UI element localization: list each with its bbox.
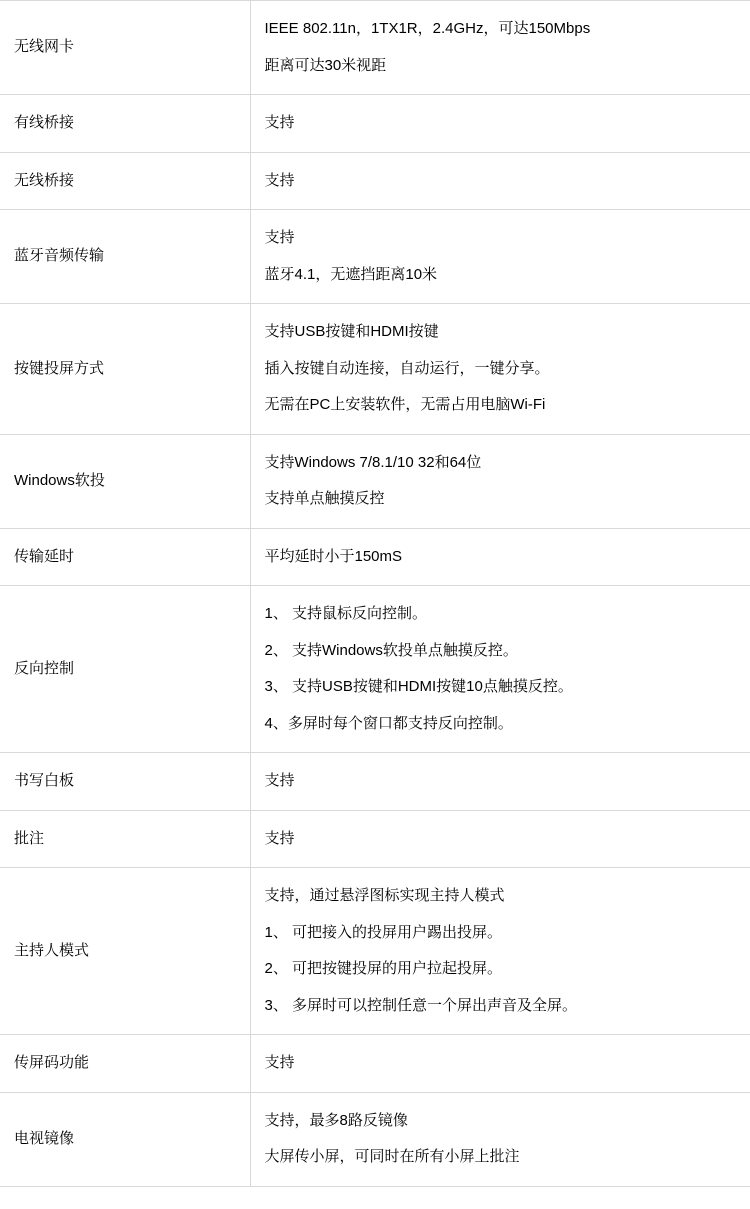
row-label: 蓝牙音频传输 (14, 247, 105, 265)
row-label-cell (0, 868, 250, 1035)
row-value-cell (250, 95, 750, 153)
row-label-cell (0, 753, 250, 811)
table-row (0, 304, 750, 435)
table-row (0, 95, 750, 153)
table-row (0, 810, 750, 868)
row-label: 有线桥接 (14, 114, 75, 131)
row-value-line: 支持 (264, 171, 295, 189)
row-value-line: 支持 (264, 829, 295, 847)
table-row (0, 528, 750, 586)
row-label-cell (0, 586, 250, 753)
row-value-line: 支持 (264, 1054, 295, 1071)
row-value-line: 3、 多屏时可以控制任意一个屏出声音及全屏。 (264, 996, 578, 1014)
row-label-cell (0, 304, 250, 435)
table-row (0, 868, 750, 1035)
row-value-line: 支持，最多8路反镜像 (264, 1111, 408, 1129)
table-row (0, 1, 750, 95)
table-row (0, 434, 750, 528)
row-value-cell (250, 434, 750, 528)
table-row (0, 1092, 750, 1186)
table-row (0, 152, 750, 210)
row-label: 主持人模式 (14, 941, 90, 959)
row-value-line: IEEE 802.11n，1TX1R，2.4GHz，可达150Mbps (264, 20, 591, 37)
row-label-cell (0, 152, 250, 210)
row-label: 无线网卡 (14, 38, 75, 56)
row-label: 批注 (14, 829, 45, 847)
row-value-cell (250, 528, 750, 586)
row-label-cell (0, 210, 250, 304)
row-label-cell (0, 810, 250, 868)
row-label-cell (0, 1035, 250, 1093)
row-value-line: 2、 支持Windows软投单点触摸反控。 (264, 641, 518, 659)
row-label: 按键投屏方式 (14, 359, 105, 377)
row-value-line: 支持USB按键和HDMI按键 (264, 323, 439, 340)
row-label: 书写白板 (14, 772, 75, 789)
row-label: 传屏码功能 (14, 1054, 90, 1071)
row-label: Windows软投 (14, 471, 105, 489)
row-value-line: 1、 可把接入的投屏用户踢出投屏。 (264, 923, 503, 941)
row-label: 传输延时 (14, 547, 75, 565)
row-value-line: 支持 (264, 229, 295, 246)
row-value-line: 无需在PC上安装软件，无需占用电脑Wi-Fi (264, 396, 546, 413)
row-value-line: 支持 (264, 772, 295, 789)
row-value-line: 蓝牙4.1，无遮挡距离10米 (264, 265, 438, 283)
row-value-line: 平均延时小于150mS (264, 547, 403, 565)
row-value-cell (250, 1092, 750, 1186)
row-label-cell (0, 528, 250, 586)
row-value-cell (250, 753, 750, 811)
row-value-cell (250, 810, 750, 868)
specification-table-body (0, 1, 750, 1187)
row-label-cell (0, 434, 250, 528)
row-value-line: 大屏传小屏，可同时在所有小屏上批注 (264, 1148, 520, 1165)
row-value-line: 支持，通过悬浮图标实现主持人模式 (264, 887, 505, 904)
row-label-cell (0, 1, 250, 95)
row-label: 反向控制 (14, 659, 75, 677)
row-value-line: 2、 可把按键投屏的用户拉起投屏。 (264, 960, 503, 977)
row-value-line: 插入按键自动连接，自动运行，一键分享。 (264, 359, 550, 377)
row-value-line: 支持 (264, 114, 295, 131)
row-value-line: 1、 支持鼠标反向控制。 (264, 605, 428, 622)
row-label: 无线桥接 (14, 171, 75, 189)
row-value-cell (250, 1, 750, 95)
table-row (0, 753, 750, 811)
table-row (0, 586, 750, 753)
row-value-line: 支持Windows 7/8.1/10 32和64位 (264, 453, 482, 471)
row-label-cell (0, 1092, 250, 1186)
row-value-line: 距离可达30米视距 (264, 56, 387, 74)
table-row (0, 210, 750, 304)
row-value-cell (250, 210, 750, 304)
row-label-cell (0, 95, 250, 153)
row-value-cell (250, 586, 750, 753)
row-value-line: 3、 支持USB按键和HDMI按键10点触摸反控。 (264, 678, 573, 695)
row-value-line: 4、多屏时每个窗口都支持反向控制。 (264, 714, 513, 732)
row-value-cell (250, 1035, 750, 1093)
table-row (0, 1035, 750, 1093)
row-value-cell (250, 868, 750, 1035)
row-label: 电视镜像 (14, 1129, 75, 1147)
row-value-line: 支持单点触摸反控 (264, 490, 385, 507)
row-value-cell (250, 152, 750, 210)
row-value-cell (250, 304, 750, 435)
